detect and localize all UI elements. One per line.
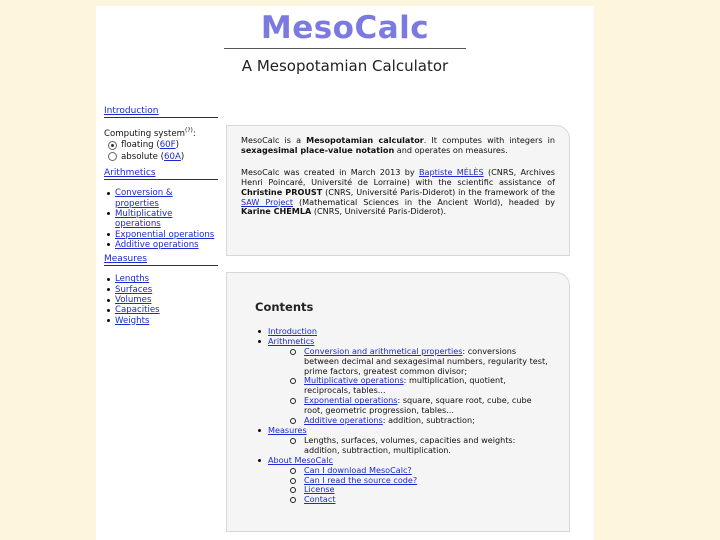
table-of-contents [255, 327, 549, 505]
sidebar-arithmetics-link[interactable]: Arithmetics [104, 168, 218, 180]
sidebar-link-lengths[interactable]: Lengths [115, 274, 150, 285]
sidebar-link-volumes[interactable]: Volumes [115, 295, 152, 306]
radio-absolute[interactable]: absolute ( 60A ) [104, 152, 218, 162]
toc-link-arithmetics[interactable]: Arithmetics [268, 335, 315, 346]
toc-text-measures: Lengths, surfaces, volumes, capacities and weights: addition, subtraction, multiplication. [304, 434, 516, 455]
toc-text-exponential: : square, square root, cube, cube root, geometric progression, tables... [304, 395, 532, 416]
intro-emphasis: sexagesimal place-value notation [241, 144, 395, 155]
toc-link-download[interactable]: Can I download MesoCalc? [304, 464, 412, 475]
site-subtitle: A Mesopotamian Calculator [241, 57, 449, 75]
sidebar-item-multiplicative [106, 209, 218, 230]
sidebar-item-exponential [106, 230, 218, 240]
sidebar-link-additive[interactable]: Additive operations [115, 239, 199, 250]
computing-system-label [104, 126, 218, 139]
toc-item-measures-desc [290, 436, 549, 456]
help-link[interactable]: (?) [185, 127, 193, 135]
sidebar-link-surfaces[interactable]: Surfaces [115, 284, 153, 295]
contents-heading: Contents [255, 300, 314, 314]
intro-text: (CNRS, Université Paris-Diderot). [311, 206, 447, 217]
sidebar-introduction-link[interactable]: Introduction [104, 106, 218, 118]
toc-link-conversion[interactable]: Conversion and arithmetical properties [304, 345, 463, 356]
intro-text: (CNRS, Université Paris-Diderot) in the framework of the [322, 186, 555, 197]
sidebar-item-volumes [106, 295, 218, 305]
intro-paragraph-1 [241, 136, 555, 156]
sidebar-item-lengths [106, 274, 218, 284]
radio-absolute-label: absolute [121, 151, 158, 162]
sidebar-link-conversion[interactable]: Conversion & properties [115, 188, 173, 209]
intro-text: MesoCalc was created in March 2013 by [241, 166, 419, 177]
toc-item-contact [290, 495, 549, 505]
saw-project-link[interactable]: SAW Project [241, 196, 294, 207]
toc-arithmetics-sublist [268, 347, 549, 426]
intro-panel [226, 125, 570, 256]
toc-item-additive [290, 416, 549, 426]
toc-link-multiplicative[interactable]: Multiplicative operations [304, 375, 404, 386]
toc-text-multiplicative: : multiplication, quotient, reciprocals, tables... [304, 375, 506, 396]
sidebar-item-capacities [106, 305, 218, 315]
sidebar [104, 106, 218, 330]
radio-absolute-code-link[interactable]: 60A [164, 151, 181, 162]
sidebar-measures-link[interactable]: Measures [104, 254, 218, 266]
toc-link-about[interactable]: About MesoCalc [268, 454, 333, 465]
arithmetics-list [104, 188, 218, 250]
sidebar-link-weights[interactable]: Weights [115, 315, 150, 326]
toc-item-about [255, 456, 549, 506]
sidebar-link-capacities[interactable]: Capacities [115, 305, 160, 316]
toc-item-measures [255, 426, 549, 456]
toc-measures-sublist [268, 436, 549, 456]
intro-text: . It computes with integers in [423, 135, 555, 145]
computing-system-text: Computing system [104, 129, 185, 140]
page-container [96, 6, 594, 540]
sidebar-item-surfaces [106, 285, 218, 295]
intro-paragraph-2 [241, 168, 555, 218]
radio-floating-code-link[interactable]: 60F [159, 140, 176, 151]
site-title: MesoCalc [260, 10, 430, 46]
toc-item-conversion [290, 347, 549, 377]
intro-text: (CNRS, Archives Henri Poincaré, Université de Lorraine) with the scientific assistance of [241, 166, 555, 187]
intro-text: MesoCalc is a [241, 135, 307, 145]
intro-emphasis: Mesopotamian calculator [306, 135, 424, 145]
toc-text-additive: : addition, subtraction; [382, 415, 475, 426]
intro-text: and operates on measures. [394, 144, 508, 155]
intro-emphasis: Karine CHEMLA [241, 206, 312, 217]
title-divider [224, 48, 466, 49]
toc-link-source[interactable]: Can I read the source code? [304, 474, 418, 485]
sidebar-item-weights [106, 316, 218, 326]
sidebar-item-conversion [106, 188, 218, 209]
radio-floating[interactable]: floating ( 60F ) [104, 140, 218, 150]
intro-text: (Mathematical Sciences in the Ancient World), headed by [293, 196, 555, 207]
toc-item-exponential [290, 396, 549, 416]
toc-item-arithmetics [255, 337, 549, 426]
sidebar-link-multiplicative[interactable]: Multiplicative operations [115, 208, 173, 230]
toc-link-license[interactable]: License [304, 484, 335, 495]
toc-item-multiplicative [290, 376, 549, 396]
toc-link-additive[interactable]: Additive operations [304, 415, 383, 426]
contents-panel [226, 272, 570, 532]
toc-link-contact[interactable]: Contact [304, 494, 336, 505]
toc-link-introduction[interactable]: Introduction [268, 325, 318, 336]
author-link[interactable]: Baptiste MÉLÈS [418, 166, 484, 177]
toc-text-conversion: : conversions between decimal and sexagesimal numbers, regularity test, prime factors, greatest common divisor; [304, 345, 548, 376]
radio-absolute-button[interactable] [108, 152, 117, 161]
toc-link-measures[interactable]: Measures [268, 424, 307, 435]
radio-floating-label: floating [121, 140, 154, 151]
measures-list [104, 274, 218, 325]
sidebar-item-additive [106, 240, 218, 250]
toc-link-exponential[interactable]: Exponential operations [304, 395, 398, 406]
computing-system-colon: : [192, 129, 196, 140]
intro-emphasis: Christine PROUST [241, 186, 323, 197]
toc-about-sublist [268, 466, 549, 506]
radio-floating-button[interactable] [108, 141, 117, 150]
sidebar-link-exponential[interactable]: Exponential operations [115, 229, 215, 240]
